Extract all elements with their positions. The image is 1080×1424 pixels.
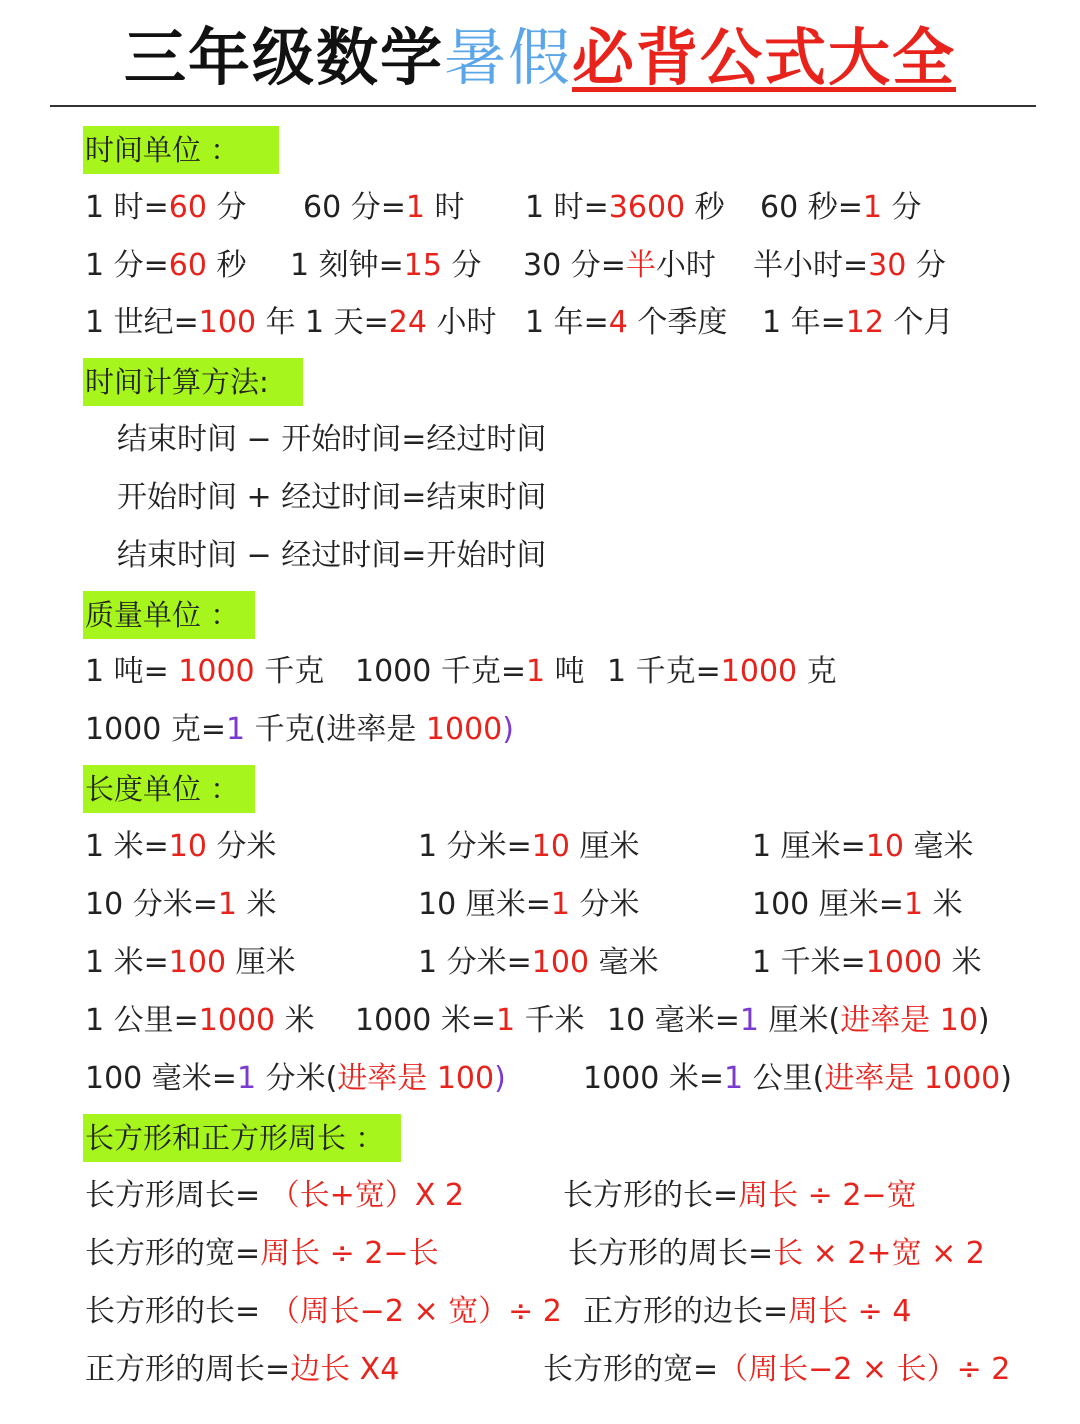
formula-mass-2: 1000 千克=1 吨 <box>355 654 585 689</box>
formula-time-6: 1 刻钟=15 分 <box>290 248 482 283</box>
formula-length-8: 1 分米=100 毫米 <box>418 945 659 980</box>
formula-time-4: 60 秒=1 分 <box>760 190 922 225</box>
formula-time-3: 1 时=3600 秒 <box>525 190 725 225</box>
heading-length-units: 长度单位 ： <box>83 765 255 813</box>
formula-length-12: 10 毫米=1 厘米(进率是 10) <box>607 1003 990 1038</box>
formula-length-6: 100 厘米=1 米 <box>752 887 963 922</box>
formula-length-9: 1 千米=1000 米 <box>752 945 982 980</box>
title-part-2: 暑假 <box>443 21 572 94</box>
formula-perimeter-6: 正方形的边长=周长 ÷ 4 <box>583 1294 912 1329</box>
formula-length-14: 1000 米=1 公里(进率是 1000) <box>583 1061 1012 1096</box>
formula-time-11: 1 年=4 个季度 <box>525 305 728 340</box>
calc-line-2: 开始时间 + 经过时间=结束时间 <box>117 480 547 515</box>
formula-time-5: 1 分=60 秒 <box>85 248 247 283</box>
formula-time-12: 1 年=12 个月 <box>762 305 954 340</box>
title-part-1: 三年级数学 <box>123 21 444 94</box>
formula-length-3: 1 厘米=10 毫米 <box>752 829 974 864</box>
heading-time-calc: 时间计算方法: <box>83 358 303 406</box>
formula-perimeter-8: 长方形的宽=（周长−2 × 长）÷ 2 <box>543 1352 1011 1387</box>
formula-perimeter-2: 长方形的长=周长 ÷ 2−宽 <box>563 1178 917 1213</box>
formula-mass-4: 1000 克=1 千克(进率是 1000) <box>85 712 514 747</box>
formula-mass-1: 1 吨= 1000 千克 <box>85 654 325 689</box>
formula-length-11: 1000 米=1 千米 <box>355 1003 585 1038</box>
title-divider <box>50 105 1036 107</box>
formula-length-13: 100 毫米=1 分米(进率是 100) <box>85 1061 506 1096</box>
formula-perimeter-5: 长方形的长= （周长−2 × 宽）÷ 2 <box>85 1294 562 1329</box>
formula-time-2: 60 分=1 时 <box>303 190 465 225</box>
formula-length-4: 10 分米=1 米 <box>85 887 277 922</box>
calc-line-1: 结束时间 − 开始时间=经过时间 <box>117 422 547 457</box>
formula-perimeter-7: 正方形的周长=边长 X4 <box>85 1352 400 1387</box>
formula-perimeter-1: 长方形周长= （长+宽）X 2 <box>85 1178 464 1213</box>
formula-perimeter-3: 长方形的宽=周长 ÷ 2−长 <box>85 1236 439 1271</box>
formula-time-8: 半小时=30 分 <box>753 248 946 283</box>
formula-length-10: 1 公里=1000 米 <box>85 1003 315 1038</box>
formula-length-5: 10 厘米=1 分米 <box>418 887 640 922</box>
formula-mass-3: 1 千克=1000 克 <box>607 654 837 689</box>
formula-time-9: 1 世纪=100 年 <box>85 305 296 340</box>
formula-length-1: 1 米=10 分米 <box>85 829 277 864</box>
heading-time-units: 时间单位 ： <box>83 126 279 174</box>
formula-time-7: 30 分=半小时 <box>523 248 716 283</box>
page-title <box>0 18 1080 98</box>
title-part-3: 必背公式大全 <box>572 21 957 94</box>
formula-time-10: 1 天=24 小时 <box>305 305 497 340</box>
calc-line-3: 结束时间 − 经过时间=开始时间 <box>117 538 547 573</box>
formula-length-7: 1 米=100 厘米 <box>85 945 296 980</box>
formula-length-2: 1 分米=10 厘米 <box>418 829 640 864</box>
heading-mass-units: 质量单位 ： <box>83 591 255 639</box>
heading-perimeter: 长方形和正方形周长 ： <box>83 1114 401 1162</box>
formula-time-1: 1 时=60 分 <box>85 190 247 225</box>
formula-perimeter-4: 长方形的周长=长 × 2+宽 × 2 <box>568 1236 985 1271</box>
